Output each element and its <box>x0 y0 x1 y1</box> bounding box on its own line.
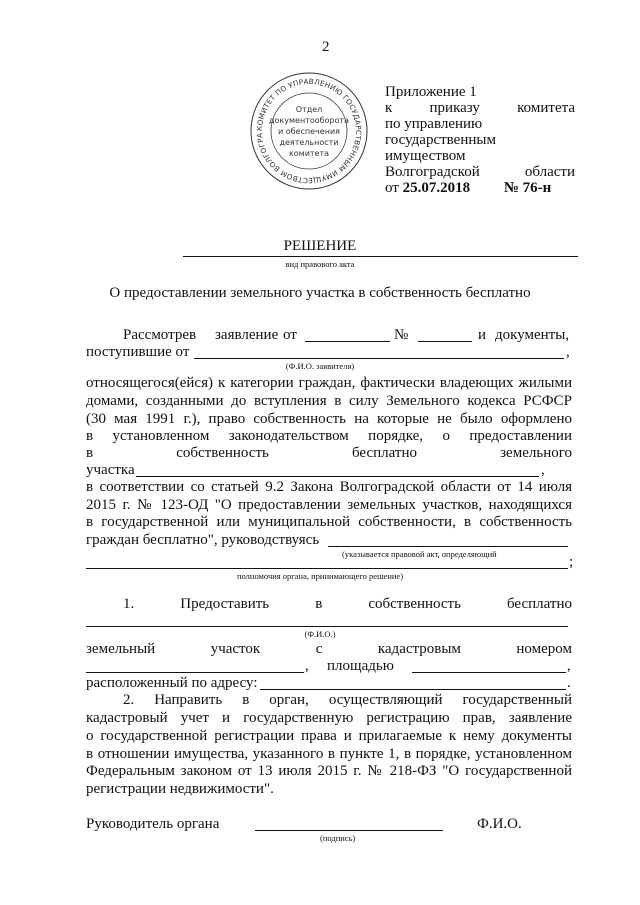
text: 1. Предоставить в собственность бесплатно <box>123 596 572 612</box>
stamp-line: Отдел <box>295 105 323 114</box>
text: (30 мая 1991 г.), право собственность на которые не было оформлено <box>86 411 572 427</box>
applicant-caption: (Ф.И.О. заявителя) <box>285 361 355 371</box>
signatory-fio: Ф.И.О. <box>477 816 522 832</box>
fio-caption: (Ф.И.О.) <box>304 629 336 639</box>
appendix-date-line: от 25.07.2018 № 76-н <box>385 180 552 196</box>
comma: , <box>305 658 309 674</box>
stamp-line: деятельности <box>279 138 339 147</box>
text: в государственной или муниципальной собственности, в собственность <box>86 514 572 530</box>
text: о государственной регистрации права и прилагаемые к нему документы <box>86 728 572 744</box>
semicolon: ; <box>569 554 574 570</box>
text: в соответствии со статьей 9.2 Закона Волгоградской области от 14 июля <box>86 479 572 495</box>
comma: , <box>541 462 545 478</box>
signature-blank <box>255 830 443 831</box>
text: Рассмотрев <box>123 327 197 343</box>
document-subject: О предоставлении земельного участка в собственность бесплатно <box>109 285 531 301</box>
address-blank <box>260 689 566 690</box>
signature-caption: (подпись) <box>320 833 356 843</box>
stamp-ring-text: КОМИТЕТ ПО УПРАВЛЕНИЮ ГОСУДАРСТВЕННЫМ ИМУЩЕСТВОМ ВОЛГОГРА <box>254 76 364 186</box>
appendix-line: Приложение 1 <box>385 84 477 100</box>
title-underline <box>183 256 578 257</box>
signatory-role: Руководитель органа <box>86 816 220 832</box>
text: в отношении имущества, указанного в пункте 1, в порядке, установленном <box>86 746 572 762</box>
text: № <box>394 327 409 343</box>
text: в собственность бесплатно земельного <box>86 445 572 461</box>
appendix-line: имуществом <box>385 148 466 164</box>
authority-caption: полномочия органа, принимающего решение) <box>236 571 404 581</box>
text: расположенный по адресу: <box>86 675 258 691</box>
stamp-line: и обеспечения <box>278 127 340 136</box>
text: относящегося(ейся) к категории граждан, фактически владеющих жилыми <box>86 375 572 391</box>
text: от <box>283 327 297 343</box>
text: Федеральным законом от 13 июля 2015 г. № 218-ФЗ "О государственной <box>86 763 572 779</box>
recipient-blank <box>86 626 568 627</box>
text: земельный участок с кадастровым номером <box>86 641 572 657</box>
stamp-line: документооборота <box>269 116 349 125</box>
appendix-line: Волгоградской области <box>385 164 575 180</box>
applicant-blank <box>194 358 564 359</box>
act-caption: (указывается правовой акт, определяющий <box>342 549 497 559</box>
area-blank <box>412 672 566 673</box>
comma: , <box>567 658 571 674</box>
text: регистрации недвижимости". <box>86 781 274 797</box>
appendix-line: по управлению <box>385 116 483 132</box>
appendix-block <box>385 84 575 196</box>
comma: , <box>566 344 570 360</box>
legal-act-blank <box>328 546 568 547</box>
text: участка <box>86 462 135 478</box>
text: 2015 г. № 123-ОД "О предоставлении земельных участков, находящихся <box>86 497 572 513</box>
document-title: РЕШЕНИЕ <box>283 238 357 254</box>
number-blank <box>418 341 472 342</box>
text: 2. Направить в орган, осуществляющий государственный <box>123 692 572 708</box>
date-blank <box>305 341 390 342</box>
text: площадью <box>327 658 394 674</box>
title-caption: вид правового акта <box>285 259 355 269</box>
cadastral-blank <box>86 672 304 673</box>
text: и <box>478 327 487 343</box>
text: документы, <box>495 327 570 343</box>
stamp-line: комитета <box>288 149 330 158</box>
text: кадастровый учет и государственную регистрацию прав, заявление <box>86 710 572 726</box>
text: домами, созданными до вступления в силу Земельного кодекса РСФСР <box>86 393 572 409</box>
page-number: 2 <box>322 39 330 55</box>
period: . <box>567 675 571 691</box>
legal-act-blank-2 <box>86 568 568 569</box>
text: граждан бесплатно", руководствуясь <box>86 532 320 548</box>
appendix-line: государственным <box>385 132 496 148</box>
text: заявление <box>215 327 279 343</box>
plot-blank <box>136 476 539 477</box>
text: в установленном законодательством порядке, о предоставлении <box>86 428 572 444</box>
text: поступившие от <box>86 344 190 360</box>
stamp-seal-graphic <box>248 70 370 192</box>
appendix-date: 25.07.2018 <box>402 180 471 196</box>
stamp-seal <box>248 70 370 192</box>
appendix-line: к приказу комитета <box>385 100 575 116</box>
appendix-number: № 76-н <box>503 180 552 196</box>
